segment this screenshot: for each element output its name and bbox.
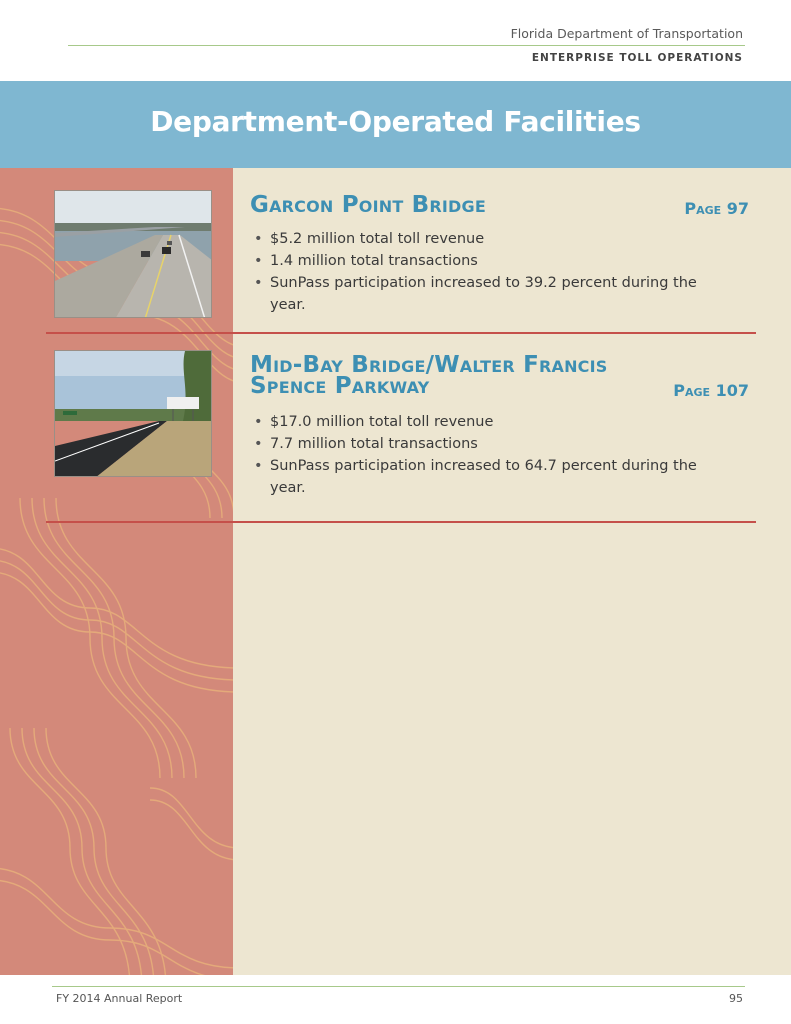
- report-name: FY 2014 Annual Report: [56, 992, 183, 1005]
- mid-bay-bridge-photo: [54, 350, 212, 477]
- garcon-point-bridge-photo: [54, 190, 212, 318]
- list-item: • 1.4 million total transactions: [254, 250, 710, 272]
- facility-title-line: Mid-Bay Bridge/Walter Francis: [250, 352, 608, 378]
- list-item: • SunPass participation increased to 64.7 percent during the year.: [254, 455, 710, 499]
- footer-rule: [52, 986, 745, 987]
- org-name: Florida Department of Transportation: [510, 26, 743, 41]
- facility-title-line: Garcon Point Bridge: [250, 192, 486, 218]
- list-item: • $17.0 million total toll revenue: [254, 411, 710, 433]
- title-banner: [0, 81, 791, 168]
- page-reference: Page 107: [673, 381, 749, 400]
- division-name: ENTERPRISE TOLL OPERATIONS: [531, 52, 743, 64]
- page-title: Department-Operated Facilities: [150, 105, 641, 138]
- list-item: • 7.7 million total transactions: [254, 433, 710, 455]
- page-number: 95: [729, 992, 743, 1005]
- facility-stats-list: [254, 228, 710, 316]
- facility-title: [250, 352, 608, 399]
- facility-stats-list: [254, 411, 710, 499]
- list-item: • SunPass participation increased to 39.2 percent during the year.: [254, 272, 710, 316]
- section-divider: [46, 521, 756, 523]
- list-item: • $5.2 million total toll revenue: [254, 228, 710, 250]
- section-divider: [46, 332, 756, 334]
- header-rule: [68, 45, 745, 46]
- page-reference: Page 97: [684, 199, 749, 218]
- facility-title-line: Spence Parkway: [250, 373, 430, 399]
- facility-title: [250, 192, 486, 218]
